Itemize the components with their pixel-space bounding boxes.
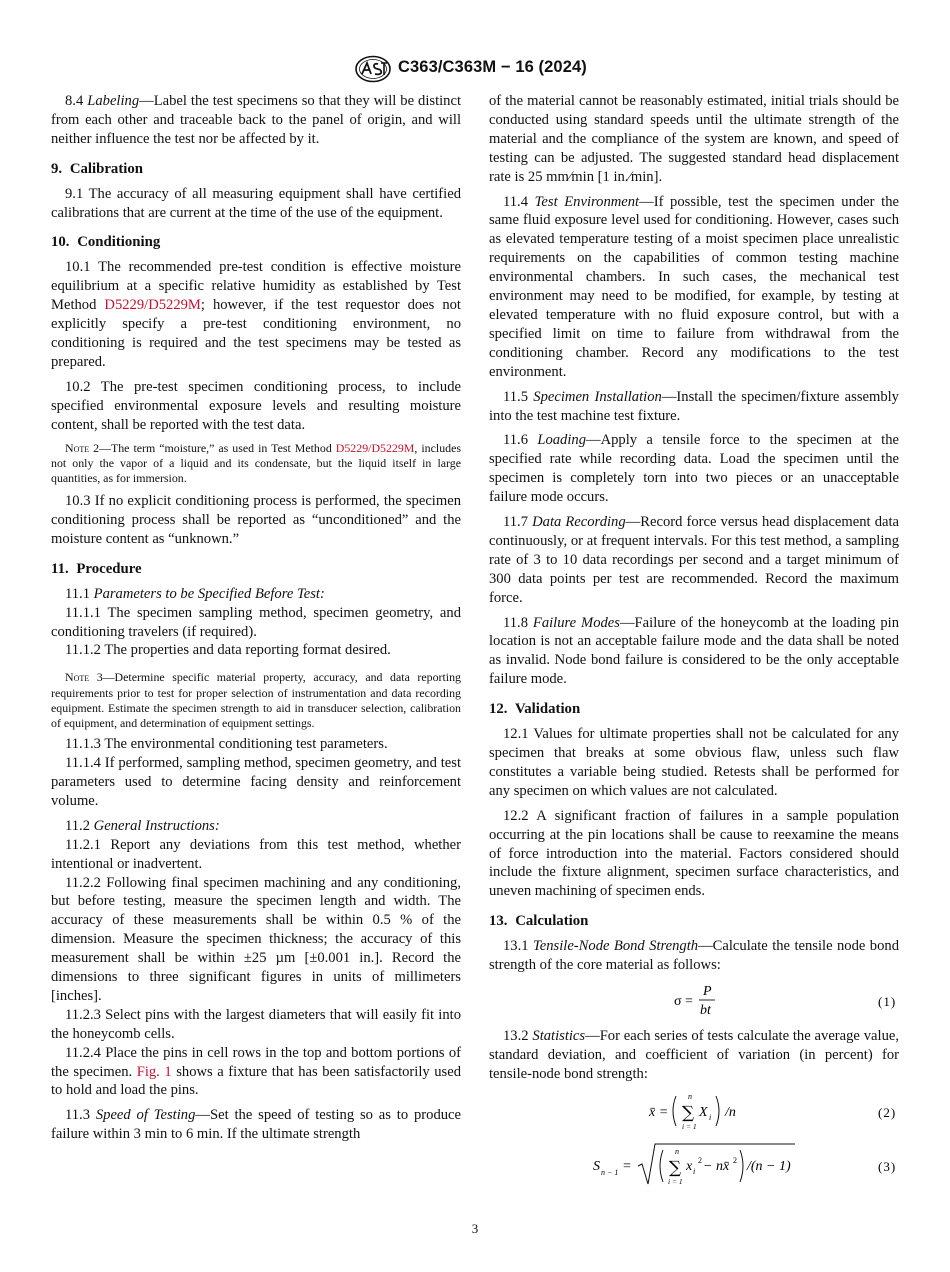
note-2: Note 2—The term “moisture,” as used in Test Method D5229/D5229M, includes not only the vapor of a liquid and its condensate, but the liquid itself in large quantities, as for immersion.	[51, 440, 461, 485]
paragraph-11-3: 11.3 Speed of Testing—Set the speed of testing so as to produce failure within 3 min to 6 min. If the ultimate strength	[51, 1107, 462, 1143]
svg-text:=: =	[623, 1158, 631, 1174]
svg-text:i: i	[693, 1166, 696, 1176]
svg-text:bt: bt	[700, 1002, 711, 1018]
svg-text:− nx̄: − nx̄	[703, 1158, 730, 1174]
equation-2	[489, 1090, 899, 1134]
svg-text:i: i	[709, 1112, 712, 1122]
svg-text:x: x	[686, 1158, 693, 1174]
document-id: C363/C363M − 16 (2024)	[398, 58, 587, 76]
page-header	[0, 55, 950, 85]
paragraph-11-8: 11.8 Failure Modes—Failure of the honeycomb at the loading pin location is not an acceptable failure mode and the data shall be noted as invalid. Node bond failure is considered to be the only acceptable failure mode.	[489, 614, 900, 688]
section-heading-9: 9. Calibration	[51, 160, 143, 177]
note-3: Note 3—Determine specific material property, accuracy, and data reporting requirements prior to test for proper selection of instrumentation and data recording equipment. Estimate the specimen strength to aid in transducer selection, calibration of equipment, and determination of equipment settings.	[51, 670, 461, 730]
svg-text:∑: ∑	[669, 1157, 682, 1178]
page-number: 3	[471, 1221, 479, 1236]
section-heading-11: 11. Procedure	[51, 560, 142, 577]
section-heading-10: 10. Conditioning	[51, 234, 161, 251]
equation-3-graphic	[489, 1142, 899, 1188]
link-d5229-note[interactable]: D5229/D5229M	[335, 440, 415, 455]
paragraph-11-4: 11.4 Test Environment—If possible, test the specimen under the same fluid exposure level used for conditioning. However, cases such as elevated temperature testing of a moist specimen place unrealistic requirements on the capabilities of common testing machine environmental chambers. In such cases, the mechanical test environment may need to be modified, for example, by testing at elevated temperature with no fluid exposure control, but with a specified limit on time to failure from withdrawal from the conditioning chamber. Record any modifications to the test environment.	[489, 193, 899, 380]
paragraph-12-1: 12.1 Values for ultimate properties shall not be calculated for any specimen that breaks at some obvious flaw, unless such flaw constitutes a variable being studied. Retests shall be performed for any specimen on which values are not calculated.	[489, 726, 899, 799]
paragraph-11-1-4: 11.1.4 If performed, sampling method, specimen geometry, and test parameters used to determine facing density and reinforcement volume.	[51, 755, 461, 809]
link-fig-1[interactable]: Fig. 1	[136, 1063, 172, 1080]
paragraph-11-7: 11.7 Data Recording—Record force versus head displacement data continuously, or at frequent intervals. For this test method, a sampling rate of 3 to 10 data recordings per second and a target minimum of 300 data points per test are recommended. Record the maximum force.	[489, 514, 899, 606]
paragraph-10-3: 10.3 If no explicit conditioning process is performed, the specimen conditioning process shall be reported as “unconditioned” and the moisture content as “unknown.”	[51, 493, 461, 547]
right-column	[489, 92, 899, 1196]
svg-text:i = 1: i = 1	[668, 1176, 683, 1186]
paragraph-11-1-3: 11.1.3 The environmental conditioning test parameters.	[65, 736, 388, 753]
paragraph-11-2-3: 11.2.3 Select pins with the largest diameters that will easily fit into the honeycomb cells.	[51, 1006, 461, 1042]
svg-text:2: 2	[733, 1155, 737, 1165]
paragraph-11-6: 11.6 Loading—Apply a tensile force to the specimen at the specified rate while recording data. Load the specimen until the specimen is completely torn into two pieces or an unacceptable failure mode occurs.	[489, 432, 899, 506]
svg-text:σ =: σ =	[674, 993, 693, 1009]
paragraph-10-2: 10.2 The pre-test specimen conditioning process, to include specified environmental exposure levels and resulting moisture content, shall be reported with the test data.	[51, 378, 461, 433]
svg-text:(1): (1)	[878, 993, 897, 1009]
astm-logo	[354, 55, 392, 83]
paragraph-11-1-1: 11.1.1 The specimen sampling method, specimen geometry, and conditioning travelers (if required).	[51, 604, 461, 640]
svg-text:(3): (3)	[878, 1158, 897, 1174]
paragraph-11-2-1: 11.2.1 Report any deviations from this test method, whether intentional or inadvertent.	[51, 836, 461, 872]
paragraph-13-2: 13.2 Statistics—For each series of tests calculate the average value, standard deviation, and coefficient of variation (in percent) for tensile-node bond strength:	[489, 1027, 899, 1082]
paragraph-11-1: 11.1 Parameters to be Specified Before Test:	[65, 585, 325, 602]
svg-text:X: X	[699, 1104, 708, 1120]
paragraph-8-4: 8.4 Labeling—Label the test specimens so that they will be distinct from each other and traceable back to the panel of origin, and will neither influence the test nor be affected by it.	[51, 93, 462, 147]
svg-text:i = 1: i = 1	[682, 1121, 697, 1131]
paragraph-10-1: 10.1 The recommended pre-test condition is effective moisture equilibrium at a specific relative humidity as established by Test Method D5229/D5229M; however, if the test requestor does not explicitly specify a pre-test conditioning environment, no conditioning is required and the test specimens may be tested as prepared.	[51, 259, 461, 370]
left-column	[51, 92, 461, 1150]
paragraph-11-5: 11.5 Specimen Installation—Install the specimen/fixture assembly into the test machine test fixture.	[489, 388, 899, 424]
equation-1	[489, 981, 899, 1019]
section-heading-13: 13. Calculation	[489, 913, 589, 930]
svg-text:∑: ∑	[682, 1102, 695, 1123]
svg-text:P: P	[703, 983, 712, 999]
equation-2-graphic	[489, 1090, 899, 1134]
section-heading-12: 12. Validation	[489, 701, 581, 718]
svg-text:/n: /n	[725, 1104, 736, 1120]
svg-text:2: 2	[698, 1155, 702, 1165]
svg-text:n: n	[675, 1146, 679, 1156]
paragraph-9-1: 9.1 The accuracy of all measuring equipment shall have certified calibrations that are current at the time of the use of the equipment.	[51, 185, 461, 221]
equation-1-graphic	[489, 981, 899, 1019]
svg-text:n − 1: n − 1	[601, 1167, 619, 1177]
svg-text:(2): (2)	[878, 1104, 897, 1120]
paragraph-11-2-4: 11.2.4 Place the pins in cell rows in the top and bottom portions of the specimen. Fig. 1 shows a fixture that has been satisfactorily used to hold and load the pins.	[51, 1044, 461, 1099]
paragraph-11-2: 11.2 General Instructions:	[65, 817, 220, 834]
paragraph-11-2-2: 11.2.2 Following final specimen machining and any conditioning, but before testing, measure the specimen length and width. The accuracy of these measurements shall be within 0.5 % of the dimension. Measure the specimen thickness; the accuracy of this measurement shall be within ±25 µm [±0.001 in.]. Record the dimensions to three significant figures in units of millimeters [inches].	[51, 874, 461, 1004]
link-d5229[interactable]: D5229/D5229M	[104, 297, 201, 314]
paragraph-11-1-2: 11.1.2 The properties and data reporting format desired.	[65, 642, 391, 659]
svg-text:S: S	[593, 1158, 600, 1174]
paragraph-13-1: 13.1 Tensile-Node Bond Strength—Calculate the tensile node bond strength of the core material as follows:	[489, 938, 899, 974]
svg-text:x̄ =: x̄ =	[649, 1104, 669, 1120]
svg-text:n: n	[688, 1091, 692, 1101]
paragraph-11-3-continued: of the material cannot be reasonably estimated, initial trials should be conducted using standard speeds until the ultimate strength of the material and the compliance of the system are known, and speed of testing can be adjusted. The suggested standard head displacement rate is 25 mm⁄min [1 in.⁄min].	[489, 93, 899, 185]
paragraph-12-2: 12.2 A significant fraction of failures in a sample population occurring at the pin locations shall be cause to reexamine the means of force introduction into the material. Factors considered should include the fixture alignment, specimen surface characteristics, and uneven machining of specimen ends.	[489, 807, 899, 900]
svg-text:/(n − 1): /(n − 1)	[747, 1158, 791, 1174]
equation-3	[489, 1142, 899, 1188]
